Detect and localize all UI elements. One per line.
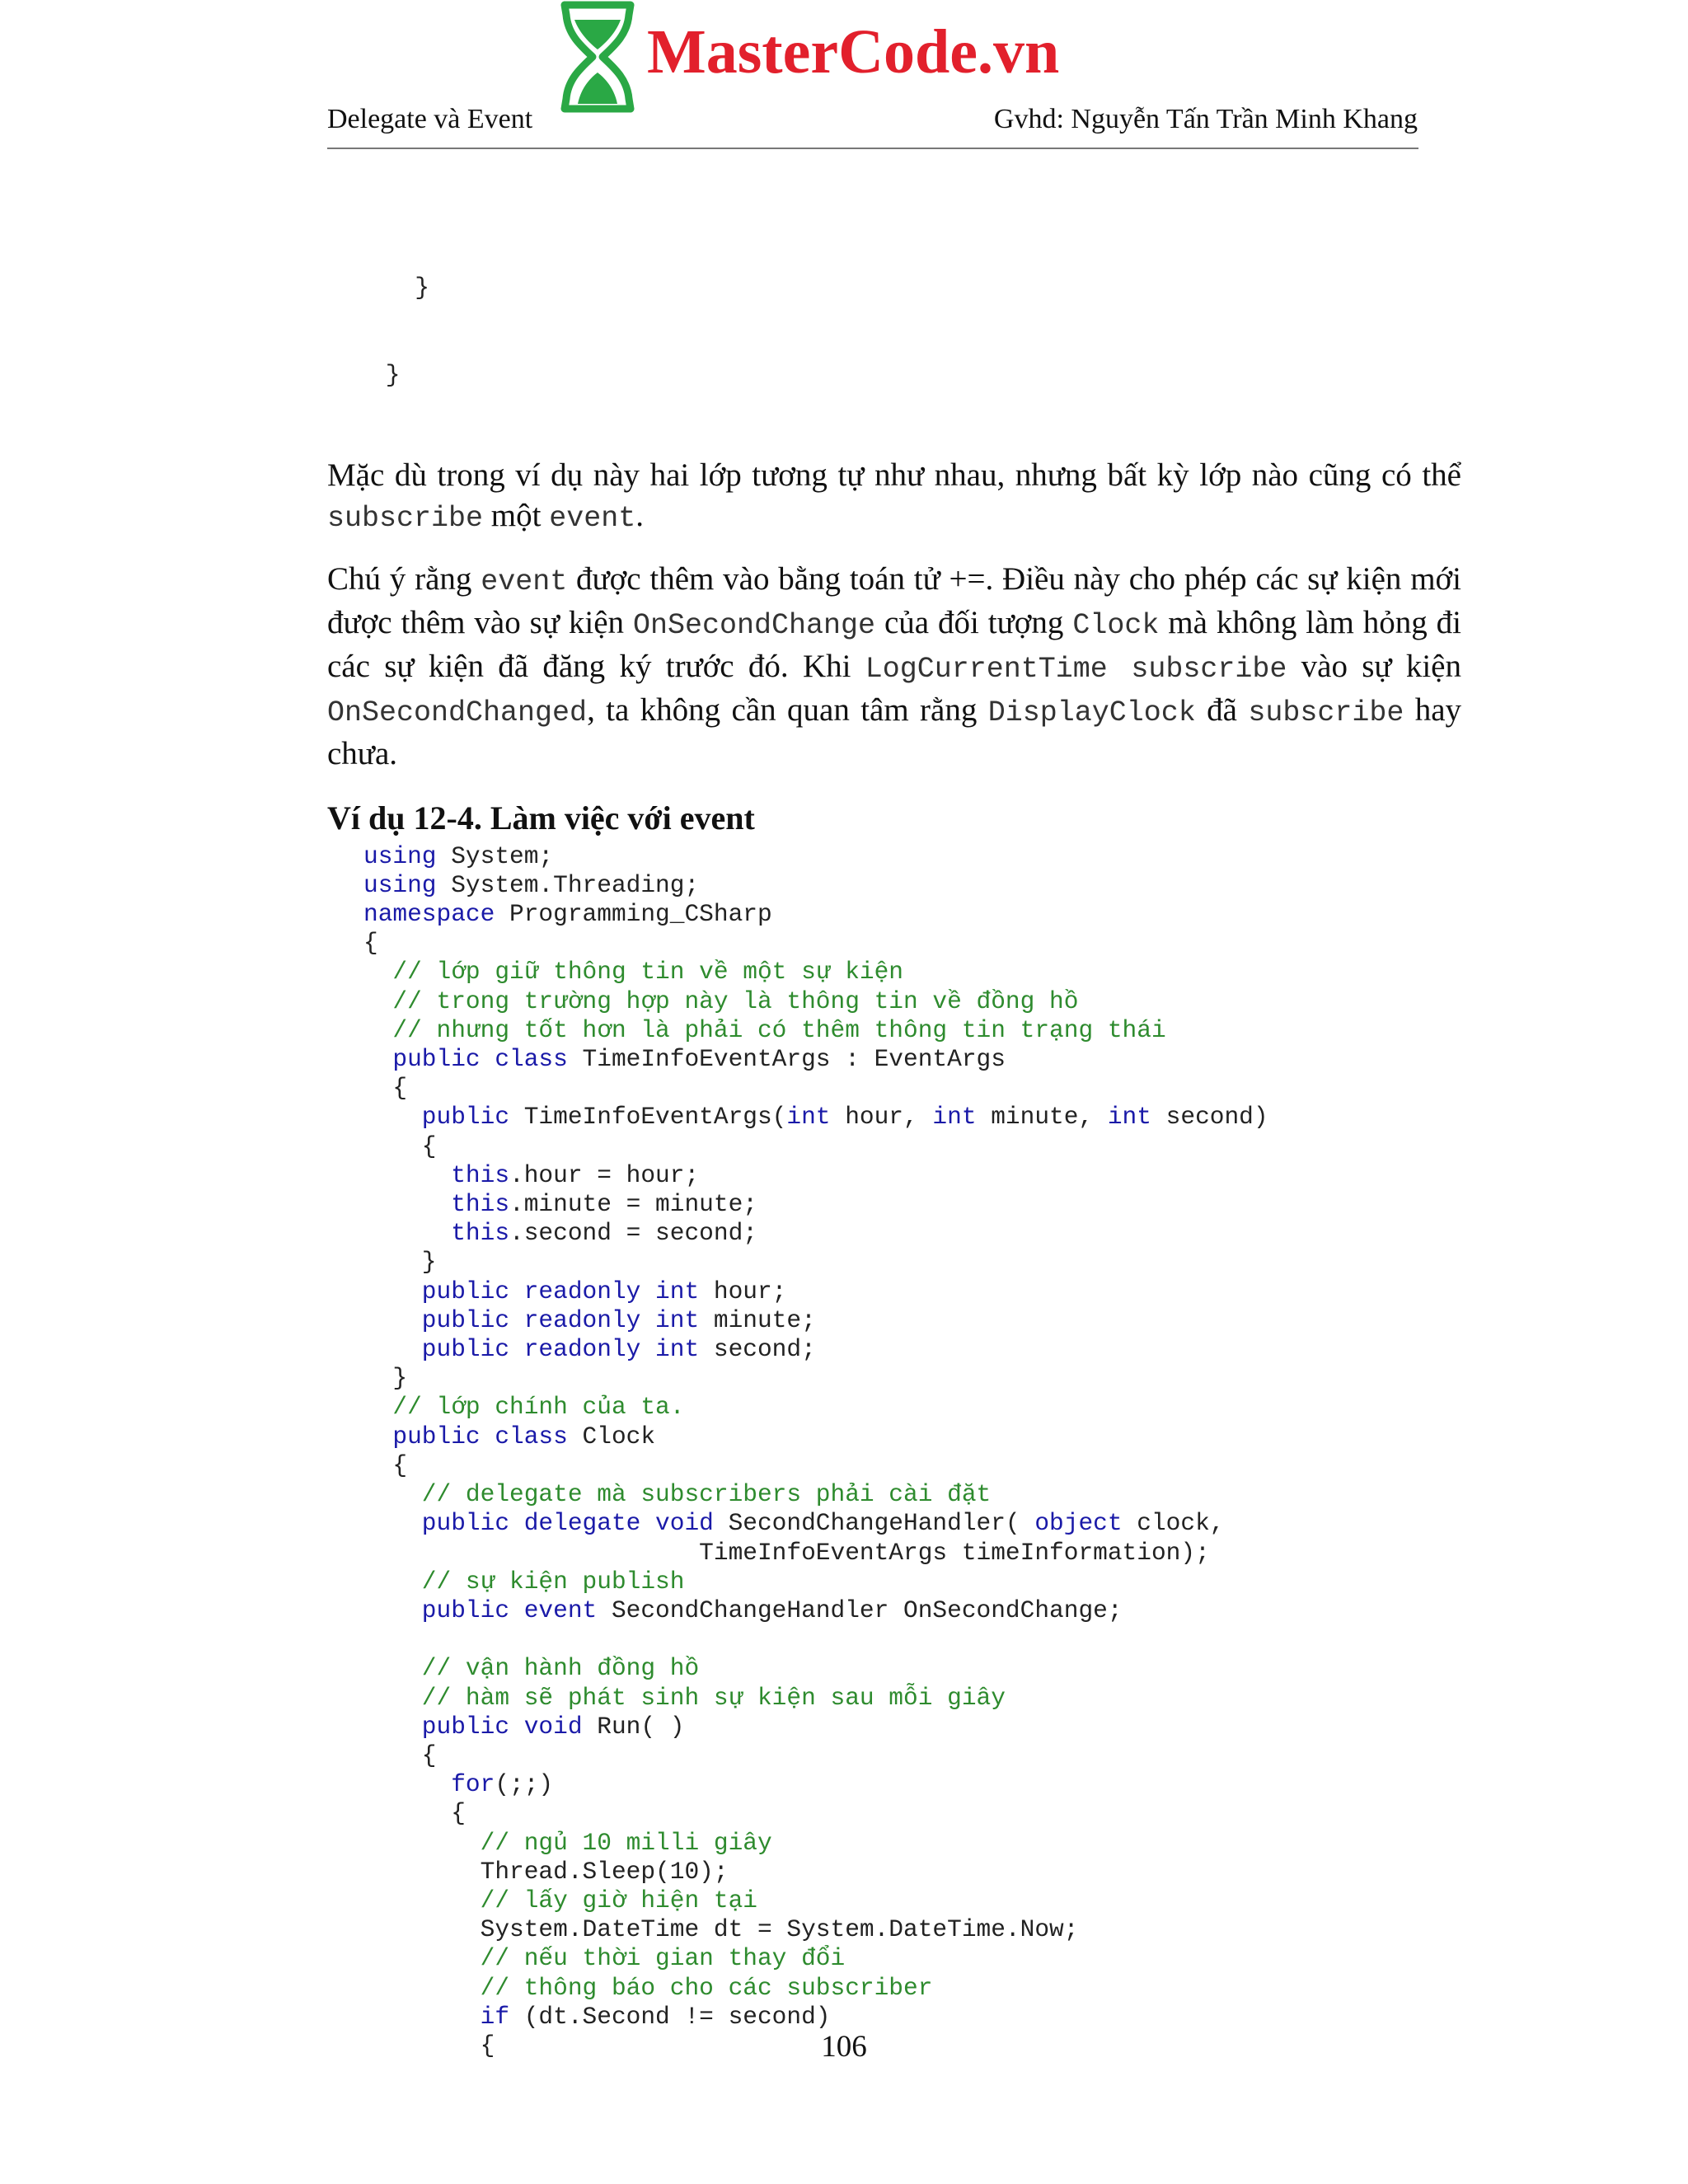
code-text: {	[363, 1799, 466, 1828]
paragraph-1	[327, 455, 1461, 539]
logo	[556, 0, 1133, 114]
code-keyword: this	[363, 1190, 510, 1219]
code-line	[363, 1422, 1461, 1451]
code-line	[363, 1161, 1461, 1190]
code-keyword: int	[786, 1103, 831, 1132]
code-line	[363, 1306, 1461, 1335]
code-line	[363, 1335, 1461, 1364]
code-line	[363, 1770, 1461, 1799]
header-chapter-title: Delegate và Event	[327, 104, 533, 134]
code-listing	[363, 842, 1461, 2061]
code-line	[363, 1654, 1461, 1683]
code-text: hour;	[699, 1277, 787, 1305]
example-title: Ví dụ 12-4. Làm việc với event	[327, 799, 755, 837]
code-comment: // delegate mà subscribers phải cài đặt	[363, 1480, 992, 1509]
inline-code: subscribe	[327, 501, 484, 535]
inline-code: Clock	[1072, 608, 1160, 642]
code-line	[363, 1016, 1461, 1045]
code-line	[363, 987, 1461, 1016]
code-line	[363, 1886, 1461, 1915]
text-run: vào sự kiện	[1287, 648, 1461, 684]
code-comment: // ngủ 10 milli giây	[363, 1828, 772, 1857]
code-keyword: this	[363, 1160, 510, 1189]
inline-code: DisplayClock	[987, 696, 1196, 729]
code-line	[363, 1799, 1461, 1828]
text-run: , ta không cần quan tâm rằng	[587, 691, 988, 728]
code-line	[363, 900, 1461, 929]
code-line: }	[327, 361, 401, 390]
code-text: second)	[1151, 1103, 1268, 1132]
inline-code: OnSecondChanged	[327, 696, 588, 729]
code-comment: // lớp giữ thông tin về một sự kiện	[363, 958, 904, 987]
code-text: }	[363, 1364, 408, 1393]
code-comment: // trong trường hợp này là thông tin về đồng hồ	[363, 987, 1079, 1015]
code-line	[363, 1190, 1461, 1219]
code-keyword: int	[1107, 1103, 1151, 1132]
code-keyword: using	[363, 870, 437, 899]
code-text: {	[363, 929, 378, 958]
code-keyword: public event	[363, 1596, 598, 1624]
code-line	[363, 1829, 1461, 1858]
inline-code: OnSecondChange	[632, 608, 876, 642]
code-comment: // hàm sẽ phát sinh sự kiện sau mỗi giây	[363, 1683, 1006, 1712]
code-keyword: int	[932, 1103, 977, 1132]
code-keyword: using	[363, 841, 437, 870]
hourglass-icon	[556, 0, 639, 114]
code-line	[363, 1741, 1461, 1770]
code-text: .minute = minute;	[509, 1190, 757, 1219]
code-keyword: public readonly int	[363, 1335, 700, 1364]
code-text: }	[363, 1248, 437, 1277]
code-text: SecondChangeHandler(	[713, 1509, 1035, 1538]
header-instructor: Gvhd: Nguyễn Tấn Trần Minh Khang	[993, 104, 1418, 134]
code-line	[363, 1277, 1461, 1306]
text-run: hay chưa.	[327, 691, 1462, 771]
code-comment: // nếu thời gian thay đổi	[363, 1944, 846, 1973]
code-keyword: if	[363, 2002, 510, 2031]
code-line	[363, 1539, 1461, 1568]
code-text: TimeInfoEventArgs timeInformation);	[363, 1538, 1210, 1567]
code-comment: // sự kiện publish	[363, 1567, 685, 1596]
code-line	[363, 1451, 1461, 1480]
code-comment: // lớp chính của ta.	[363, 1393, 685, 1422]
code-keyword: public	[363, 1103, 510, 1132]
code-keyword: public class	[363, 1422, 568, 1451]
code-line	[363, 1944, 1461, 1973]
code-line: }	[327, 274, 429, 302]
code-text	[363, 1625, 378, 1653]
top-code-fragment	[327, 216, 1461, 448]
code-text: System.Threading;	[436, 870, 700, 899]
code-text: Programming_CSharp	[495, 900, 772, 929]
code-line	[363, 1393, 1461, 1422]
code-keyword: public readonly int	[363, 1305, 700, 1334]
code-text: TimeInfoEventArgs(	[509, 1103, 787, 1132]
code-text: clock,	[1122, 1509, 1225, 1538]
code-keyword: namespace	[363, 900, 495, 929]
inline-code: event	[549, 501, 636, 535]
code-line	[363, 1858, 1461, 1886]
code-line	[363, 2003, 1461, 2032]
inline-code: subscribe	[1248, 696, 1404, 729]
code-keyword: public class	[363, 1045, 568, 1074]
logo-text: MasterCode.vn	[647, 17, 1060, 87]
code-text: SecondChangeHandler OnSecondChange;	[597, 1596, 1123, 1624]
code-line	[363, 1915, 1461, 1944]
text-run: đã	[1195, 691, 1249, 728]
code-text: {	[363, 1741, 437, 1769]
code-keyword: for	[363, 1770, 495, 1799]
text-run: được thêm vào bằng toán tử +=. Điều này cho phép các sự kiện mới được thêm vào sự kiện	[327, 560, 1461, 640]
code-text: System;	[436, 841, 554, 870]
code-comment: // nhưng tốt hơn là phải có thêm thông tin trạng thái	[363, 1015, 1166, 1044]
code-keyword: this	[363, 1219, 510, 1248]
code-text: (;;)	[495, 1770, 554, 1799]
code-text: minute,	[976, 1103, 1108, 1132]
code-text: System.DateTime dt = System.DateTime.Now;	[363, 1915, 1079, 1944]
text-run: Chú ý rằng	[327, 560, 481, 597]
code-text: Clock	[567, 1422, 656, 1451]
code-text: second;	[699, 1335, 816, 1364]
text-run: Mặc dù trong ví dụ này hai lớp tương tự như nhau, nhưng bất kỳ lớp nào cũng có thể	[327, 457, 1461, 493]
code-comment: // lấy giờ hiện tại	[363, 1886, 757, 1915]
code-line	[363, 1219, 1461, 1248]
code-line	[363, 1974, 1461, 2003]
code-text: {	[363, 1451, 408, 1479]
code-comment: // vận hành đồng hồ	[363, 1654, 700, 1683]
text-run: của đối tượng	[875, 604, 1073, 640]
code-text: {	[363, 2031, 495, 2060]
code-text: minute;	[699, 1305, 816, 1334]
paragraph-2	[327, 559, 1461, 774]
page-number: 106	[821, 2030, 867, 2064]
code-line	[363, 1713, 1461, 1741]
code-keyword: object	[1034, 1509, 1123, 1538]
text-run: một	[483, 497, 550, 533]
code-line	[363, 1074, 1461, 1103]
code-text: {	[363, 1074, 408, 1103]
code-keyword: public void	[363, 1712, 583, 1741]
code-line	[363, 1596, 1461, 1625]
code-line	[363, 1509, 1461, 1538]
code-line	[363, 1480, 1461, 1509]
inline-code: event	[481, 565, 568, 598]
inline-code: LogCurrentTime subscribe	[865, 652, 1287, 686]
code-line	[363, 1248, 1461, 1277]
code-line	[363, 871, 1461, 900]
code-keyword: public delegate void	[363, 1509, 714, 1538]
code-text: {	[363, 1132, 437, 1160]
text-run: .	[635, 497, 644, 533]
code-text: hour,	[830, 1103, 933, 1132]
header-divider	[327, 148, 1418, 149]
code-line	[363, 958, 1461, 987]
code-line	[363, 1103, 1461, 1132]
code-comment: // thông báo cho các subscriber	[363, 1973, 933, 2002]
code-keyword: public readonly int	[363, 1277, 700, 1305]
code-text: Thread.Sleep(10);	[363, 1857, 729, 1886]
code-text: (dt.Second != second)	[509, 2002, 831, 2031]
page-content	[327, 216, 1461, 2060]
code-line	[363, 842, 1461, 871]
code-line	[363, 929, 1461, 958]
code-line	[363, 1132, 1461, 1161]
code-text: .hour = hour;	[509, 1160, 700, 1189]
code-line	[363, 1625, 1461, 1654]
code-text: Run( )	[582, 1712, 685, 1741]
code-line	[363, 1364, 1461, 1393]
code-line	[363, 1684, 1461, 1713]
code-text: TimeInfoEventArgs : EventArgs	[567, 1045, 1006, 1074]
code-text: .second = second;	[509, 1219, 757, 1248]
text-run: mà không làm hỏng đi các sự kiện đã đăng ký trước đó. Khi	[327, 604, 1461, 684]
code-line	[363, 1568, 1461, 1596]
code-line	[363, 1045, 1461, 1074]
